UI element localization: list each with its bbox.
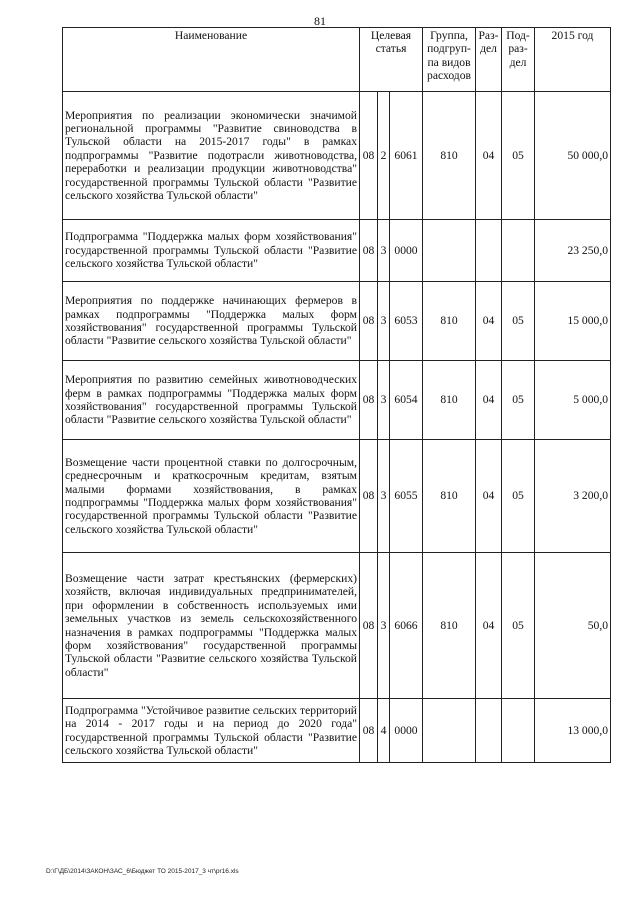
table-row — [63, 361, 611, 440]
expense-group: 810 — [423, 361, 476, 440]
budget-table — [62, 27, 611, 763]
target-article-program: 08 — [360, 361, 378, 440]
target-article-subprogram: 3 — [378, 361, 390, 440]
subsection: 05 — [502, 282, 535, 361]
table-row — [63, 553, 611, 699]
expense-group: 810 — [423, 553, 476, 699]
amount-2015: 50 000,0 — [535, 92, 611, 220]
section: 04 — [476, 440, 502, 553]
amount-2015: 3 200,0 — [535, 440, 611, 553]
expense-group — [423, 220, 476, 282]
table-row — [63, 440, 611, 553]
row-name: Мероприятия по поддержке начинающих фермеров в рамках подпрограммы "Поддержка малых форм хозяйствования" государственной программы Тульской области "Развитие сельского хозяйства Тульской области" — [63, 282, 360, 361]
target-article-program: 08 — [360, 553, 378, 699]
amount-2015: 23 250,0 — [535, 220, 611, 282]
target-article-subprogram: 3 — [378, 440, 390, 553]
target-article-program: 08 — [360, 699, 378, 763]
table-body — [63, 92, 611, 763]
header-name: Наименование — [63, 28, 360, 92]
target-article-subprogram: 3 — [378, 220, 390, 282]
table-row — [63, 92, 611, 220]
section: 04 — [476, 361, 502, 440]
expense-group — [423, 699, 476, 763]
header-expense-group: Группа, подгруп-па видов расходов — [423, 28, 476, 92]
subsection: 05 — [502, 440, 535, 553]
target-article-code: 6061 — [390, 92, 423, 220]
target-article-subprogram: 2 — [378, 92, 390, 220]
target-article-program: 08 — [360, 92, 378, 220]
amount-2015: 13 000,0 — [535, 699, 611, 763]
subsection — [502, 220, 535, 282]
target-article-code: 6066 — [390, 553, 423, 699]
table-row — [63, 699, 611, 763]
expense-group: 810 — [423, 282, 476, 361]
amount-2015: 5 000,0 — [535, 361, 611, 440]
target-article-program: 08 — [360, 440, 378, 553]
subsection: 05 — [502, 553, 535, 699]
row-name: Подпрограмма "Устойчивое развитие сельских территорий на 2014 - 2017 годы и на период до 2020 года" государственной программы Тульской области "Развитие сельского хозяйства Тульской области" — [63, 699, 360, 763]
target-article-subprogram: 3 — [378, 282, 390, 361]
header-year: 2015 год — [535, 28, 611, 92]
target-article-code: 6053 — [390, 282, 423, 361]
target-article-code: 0000 — [390, 699, 423, 763]
target-article-code: 6054 — [390, 361, 423, 440]
page-number: 81 — [314, 14, 326, 28]
header-section: Раз-дел — [476, 28, 502, 92]
row-name: Мероприятия по реализации экономически значимой региональной программы "Развитие свиноводства в Тульской области на 2015-2017 годы" в рамках подпрограммы "Развитие подотрасли животноводства, переработки и реализации продукции животноводства" государственной программы Тульской области "Развитие сельского хозяйства Тульской области" — [63, 92, 360, 220]
target-article-code: 6055 — [390, 440, 423, 553]
section — [476, 220, 502, 282]
section — [476, 699, 502, 763]
target-article-subprogram: 4 — [378, 699, 390, 763]
row-name: Подпрограмма "Поддержка малых форм хозяйствования" государственной программы Тульской области "Развитие сельского хозяйства Тульской области" — [63, 220, 360, 282]
target-article-subprogram: 3 — [378, 553, 390, 699]
row-name: Возмещение части затрат крестьянских (фермерских) хозяйств, включая индивидуальных предпринимателей, при оформлении в собственность используемых ими земельных участков из земель сельскохозяйственного назначения в рамках подпрограммы "Поддержка малых форм хозяйствования" государственной программы Тульской области "Развитие сельского хозяйства Тульской области" — [63, 553, 360, 699]
table-row — [63, 282, 611, 361]
target-article-code: 0000 — [390, 220, 423, 282]
section: 04 — [476, 553, 502, 699]
expense-group: 810 — [423, 440, 476, 553]
table-row — [63, 220, 611, 282]
target-article-program: 08 — [360, 220, 378, 282]
row-name: Мероприятия по развитию семейных животноводческих ферм в рамках подпрограммы "Поддержка малых форм хозяйствования" государственной программы Тульской области "Развитие сельского хозяйства Тульской области" — [63, 361, 360, 440]
amount-2015: 15 000,0 — [535, 282, 611, 361]
table-header — [63, 28, 611, 92]
subsection: 05 — [502, 361, 535, 440]
amount-2015: 50,0 — [535, 553, 611, 699]
header-target-article: Целевая статья — [360, 28, 423, 92]
target-article-program: 08 — [360, 282, 378, 361]
subsection — [502, 699, 535, 763]
row-name: Возмещение части процентной ставки по долгосрочным, среднесрочным и краткосрочным кредитам, взятым малыми формами хозяйствования, в рамках подпрограммы "Поддержка малых форм хозяйствования" государственной программы Тульской области "Развитие сельского хозяйства Тульской области" — [63, 440, 360, 553]
subsection: 05 — [502, 92, 535, 220]
file-path-footer: D:\Г\ДБ\2014\ЗАКОН\ЗАС_6\Бюджет ТО 2015-2017_3 чт\pr16.xls — [46, 868, 239, 875]
expense-group: 810 — [423, 92, 476, 220]
header-subsection: Под-раз-дел — [502, 28, 535, 92]
section: 04 — [476, 92, 502, 220]
section: 04 — [476, 282, 502, 361]
